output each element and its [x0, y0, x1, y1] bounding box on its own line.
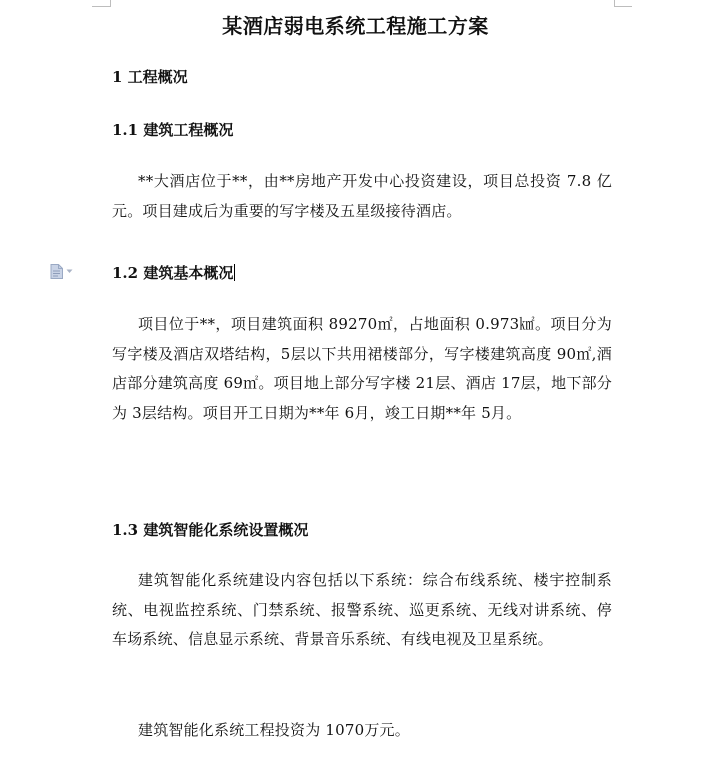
heading-1-1: 1.1 建筑工程概况	[112, 121, 234, 139]
crop-mark-left-v	[110, 0, 111, 7]
paragraph-options-button[interactable]	[50, 263, 80, 279]
crop-mark-right-v	[614, 0, 615, 7]
crop-mark-right-h	[614, 6, 632, 7]
document-title: 某酒店弱电系统工程施工方案	[222, 14, 489, 38]
paragraph-1-2: 项目位于**，项目建筑面积 89270㎡，占地面积 0.973㎢。项目分为写字楼及酒店双塔结构，5层以下共用裙楼部分，写字楼建筑高度 90㎡,酒店部分建筑高度 69㎡。项目地上部分写字楼 21层、酒店 17层，地下部分为 3层结构。项目开工日期为**年 6月，竣工日期**年 5月。	[112, 315, 612, 422]
heading-1-2-text: 1.2 建筑基本概况	[112, 264, 234, 282]
paragraph-1-3-investment: 建筑智能化系统工程投资为 1070万元。	[138, 721, 410, 739]
document-icon	[50, 264, 63, 279]
paragraph-1-3: 建筑智能化系统建设内容包括以下系统：综合布线系统、楼宇控制系统、电视监控系统、门禁系统、报警系统、巡更系统、无线对讲系统、停车场系统、信息显示系统、背景音乐系统、有线电视及卫星系统。	[112, 571, 612, 648]
paragraph-1-1: **大酒店位于**，由**房地产开发中心投资建设，项目总投资 7.8 亿元。项目建成后为重要的写字楼及五星级接待酒店。	[112, 172, 612, 220]
text-cursor	[234, 264, 235, 281]
chevron-down-icon	[66, 269, 73, 274]
crop-mark-left-h	[92, 6, 110, 7]
heading-1: 1 工程概况	[112, 68, 188, 86]
heading-1-2	[112, 262, 235, 283]
heading-1-3: 1.3 建筑智能化系统设置概况	[112, 521, 309, 539]
